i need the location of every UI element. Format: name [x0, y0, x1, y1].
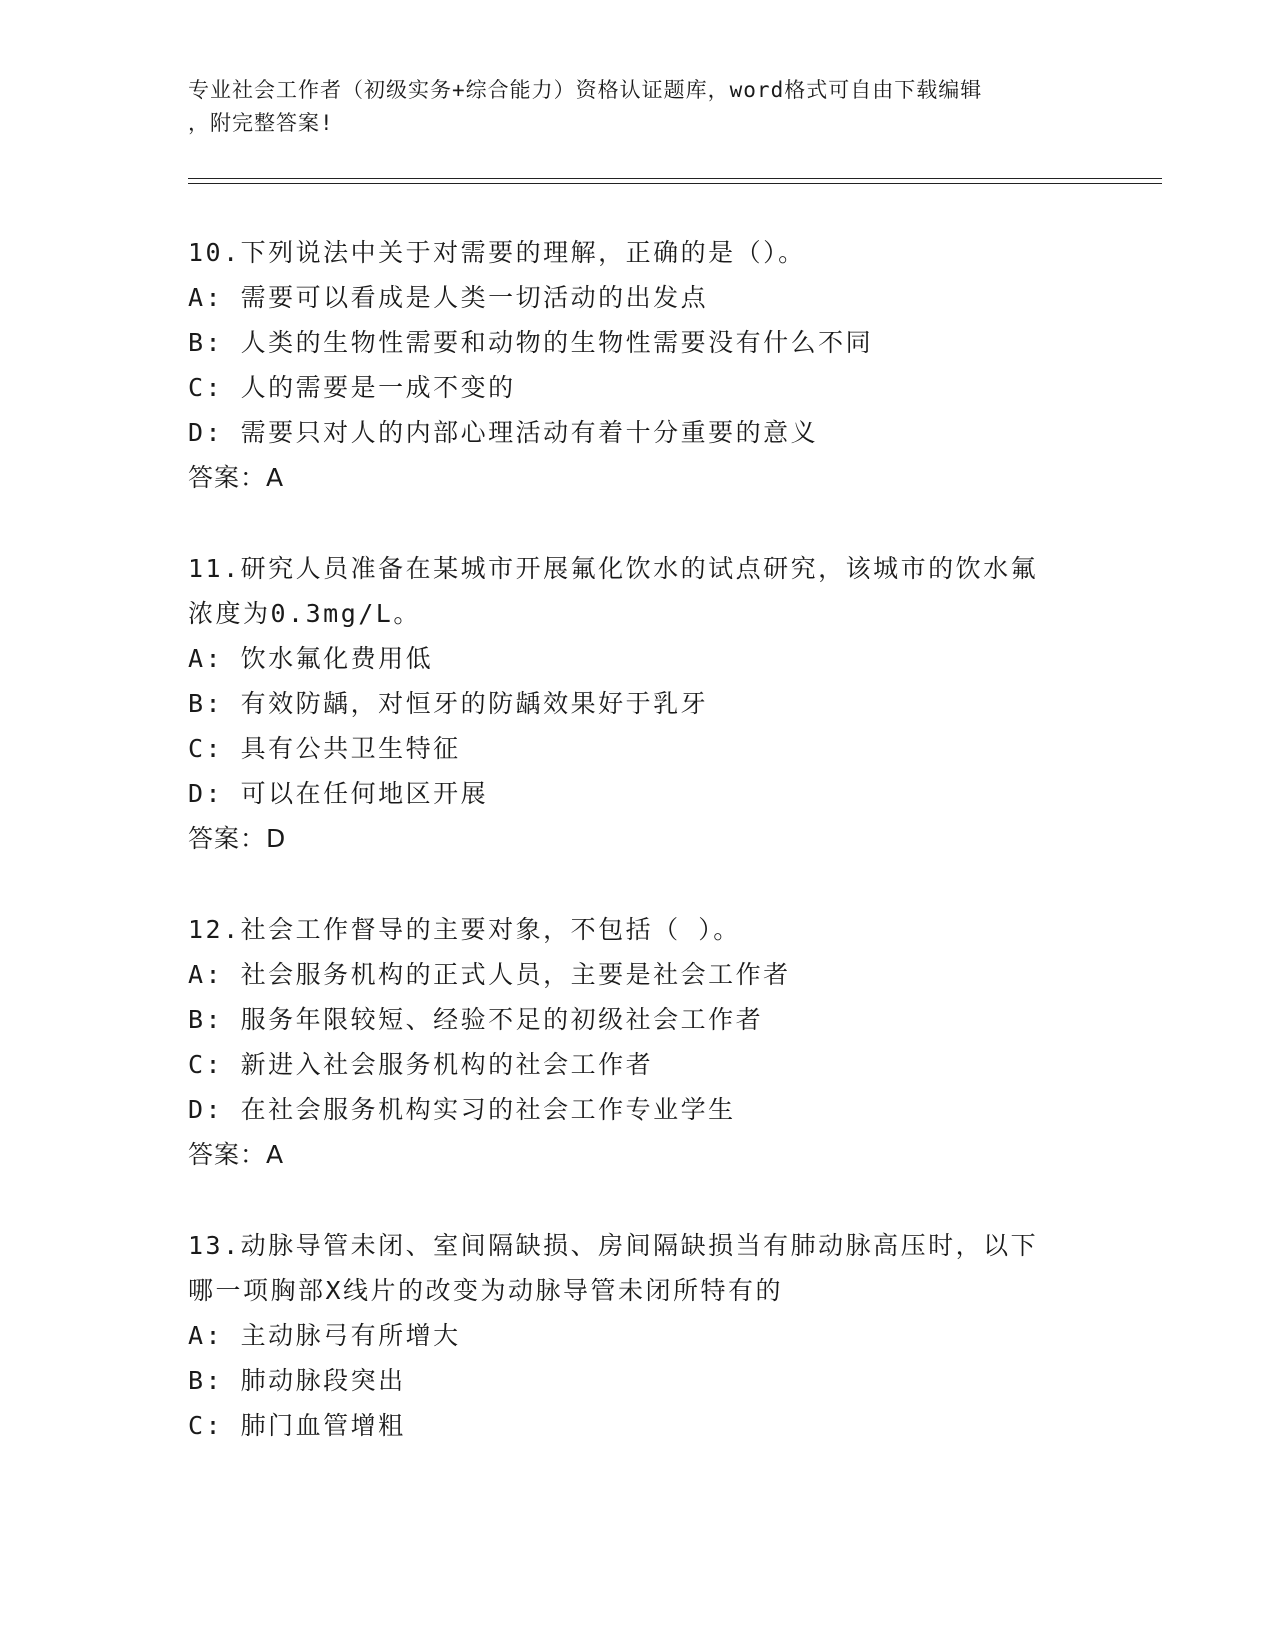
option-c: C: 新进入社会服务机构的社会工作者	[188, 1050, 654, 1079]
option-a: A: 饮水氟化费用低	[188, 644, 434, 673]
option-c: C: 具有公共卫生特征	[188, 734, 461, 763]
answer-label: 答案：D	[188, 824, 287, 853]
option-a: A: 需要可以看成是人类一切活动的出发点	[188, 283, 709, 312]
question-11	[188, 546, 1088, 861]
option-a: A: 社会服务机构的正式人员，主要是社会工作者	[188, 960, 791, 989]
question-stem-continued: 浓度为0.3mg/L。	[188, 599, 421, 628]
option-c: C: 肺门血管增粗	[188, 1411, 406, 1440]
question-stem: 13.动脉导管未闭、室间隔缺损、房间隔缺损当有肺动脉高压时，以下	[188, 1231, 1039, 1260]
header-line-2: ，附完整答案!	[188, 111, 334, 135]
question-stem: 10.下列说法中关于对需要的理解，正确的是（）。	[188, 238, 806, 267]
question-list	[188, 230, 1088, 1494]
question-10	[188, 230, 1088, 500]
header-divider-bottom	[188, 183, 1162, 184]
option-d: D: 需要只对人的内部心理活动有着十分重要的意义	[188, 418, 819, 447]
option-b: B: 服务年限较短、经验不足的初级社会工作者	[188, 1005, 764, 1034]
header-divider-top	[188, 178, 1162, 179]
question-stem: 11.研究人员准备在某城市开展氟化饮水的试点研究，该城市的饮水氟	[188, 554, 1039, 583]
option-d: D: 可以在任何地区开展	[188, 779, 489, 808]
option-b: B: 肺动脉段突出	[188, 1366, 406, 1395]
answer-label: 答案：A	[188, 1140, 285, 1169]
option-a: A: 主动脉弓有所增大	[188, 1321, 461, 1350]
option-b: B: 有效防龋，对恒牙的防龋效果好于乳牙	[188, 689, 709, 718]
option-c: C: 人的需要是一成不变的	[188, 373, 516, 402]
question-stem: 12.社会工作督导的主要对象，不包括（ ）。	[188, 915, 741, 944]
header-line-1: 专业社会工作者（初级实务+综合能力）资格认证题库，word格式可自由下载编辑	[188, 78, 983, 102]
option-d: D: 在社会服务机构实习的社会工作专业学生	[188, 1095, 736, 1124]
question-stem-continued: 哪一项胸部X线片的改变为动脉导管未闭所特有的	[188, 1276, 784, 1305]
question-12	[188, 907, 1088, 1177]
question-13	[188, 1223, 1088, 1448]
option-b: B: 人类的生物性需要和动物的生物性需要没有什么不同	[188, 328, 874, 357]
document-header	[188, 74, 1088, 140]
answer-label: 答案：A	[188, 463, 285, 492]
